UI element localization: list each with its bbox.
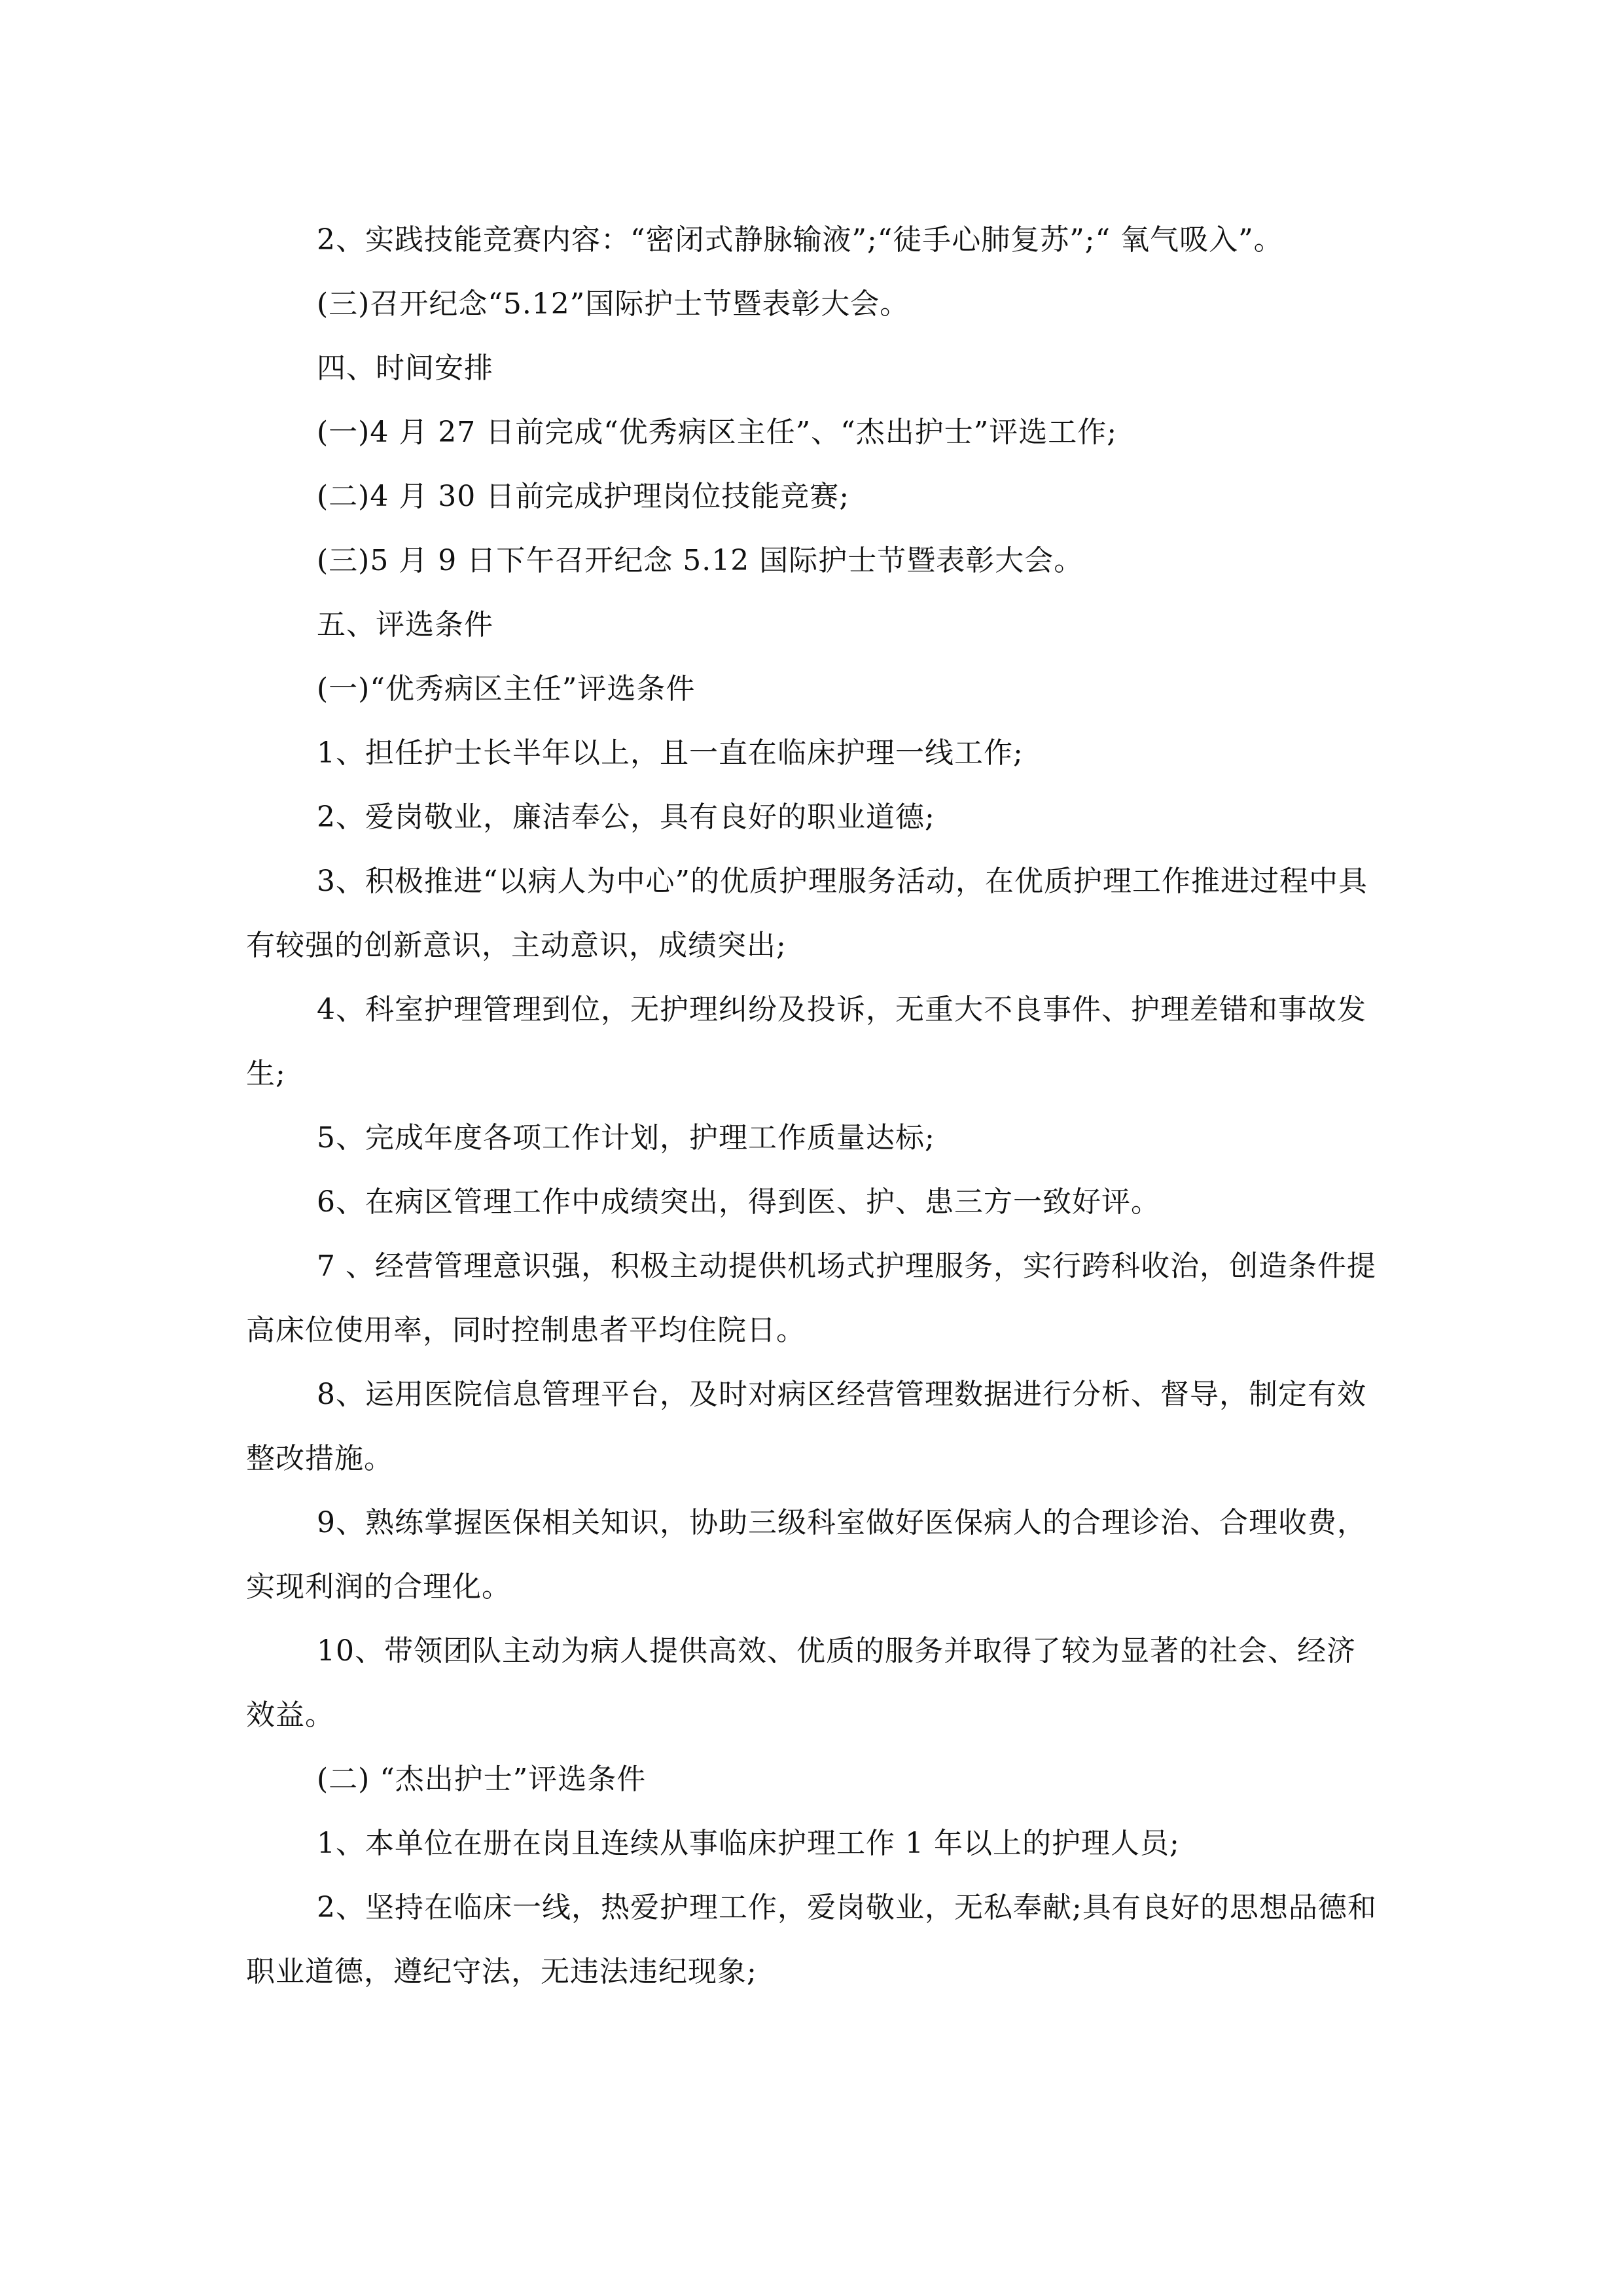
schedule-item-3: (三)5 月 9 日下午召开纪念 5.12 国际护士节暨表彰大会。	[317, 544, 1084, 577]
nurse-criterion-1: 1、本单位在册在岗且连续从事临床护理工作 1 年以上的护理人员;	[317, 1827, 1180, 1860]
director-criterion-8: 8、运用医院信息管理平台，及时对病区经营管理数据进行分析、督导，制定有效整改措施。	[246, 1378, 1366, 1475]
director-criterion-9: 9、熟练掌握医保相关知识，协助三级科室做好医保病人的合理诊治、合理收费，实现利润的合理化。	[246, 1506, 1366, 1604]
section-heading-criteria: 五、评选条件	[317, 608, 493, 641]
director-criterion-3: 3、积极推进“以病人为中心”的优质护理服务活动，在优质护理工作推进过程中具有较强的创新意识，主动意识，成绩突出;	[246, 865, 1368, 962]
schedule-item-1: (一)4 月 27 日前完成“优秀病区主任”、“杰出护士”评选工作;	[317, 416, 1118, 449]
director-criterion-6: 6、在病区管理工作中成绩突出，得到医、护、患三方一致好评。	[317, 1185, 1160, 1219]
section-heading-schedule: 四、时间安排	[317, 351, 493, 385]
subheading-excellent-ward-director: (一)“优秀病区主任”评选条件	[317, 672, 696, 706]
director-criterion-10: 10、带领团队主动为病人提供高效、优质的服务并取得了较为显著的社会、经济效益。	[246, 1634, 1356, 1732]
director-criterion-7: 7 、经营管理意识强，积极主动提供机场式护理服务，实行跨科收治，创造条件提高床位使用率，同时控制患者平均住院日。	[246, 1249, 1376, 1347]
director-criterion-2: 2、爱岗敬业，廉洁奉公，具有良好的职业道德;	[317, 800, 935, 834]
schedule-item-2: (二)4 月 30 日前完成护理岗位技能竞赛;	[317, 480, 850, 513]
paragraph-practice-skills-content: 2、实践技能竞赛内容：“密闭式静脉输液”;“徒手心肺复苏”;“ 氧气吸入”。	[317, 223, 1283, 257]
director-criterion-4: 4、科室护理管理到位，无护理纠纷及投诉，无重大不良事件、护理差错和事故发生;	[246, 993, 1366, 1090]
document-body	[246, 208, 1385, 2004]
nurse-criterion-2: 2、坚持在临床一线，热爱护理工作，爱岗敬业，无私奉献;具有良好的思想品德和职业道德，遵纪守法，无违法违纪现象;	[246, 1891, 1377, 1988]
director-criterion-5: 5、完成年度各项工作计划，护理工作质量达标;	[317, 1121, 935, 1155]
subheading-outstanding-nurse: (二) “杰出护士”评选条件	[317, 1763, 647, 1796]
paragraph-commemoration-meeting: (三)召开纪念“5.12”国际护士节暨表彰大会。	[317, 287, 910, 321]
director-criterion-1: 1、担任护士长半年以上，且一直在临床护理一线工作;	[317, 736, 1024, 770]
